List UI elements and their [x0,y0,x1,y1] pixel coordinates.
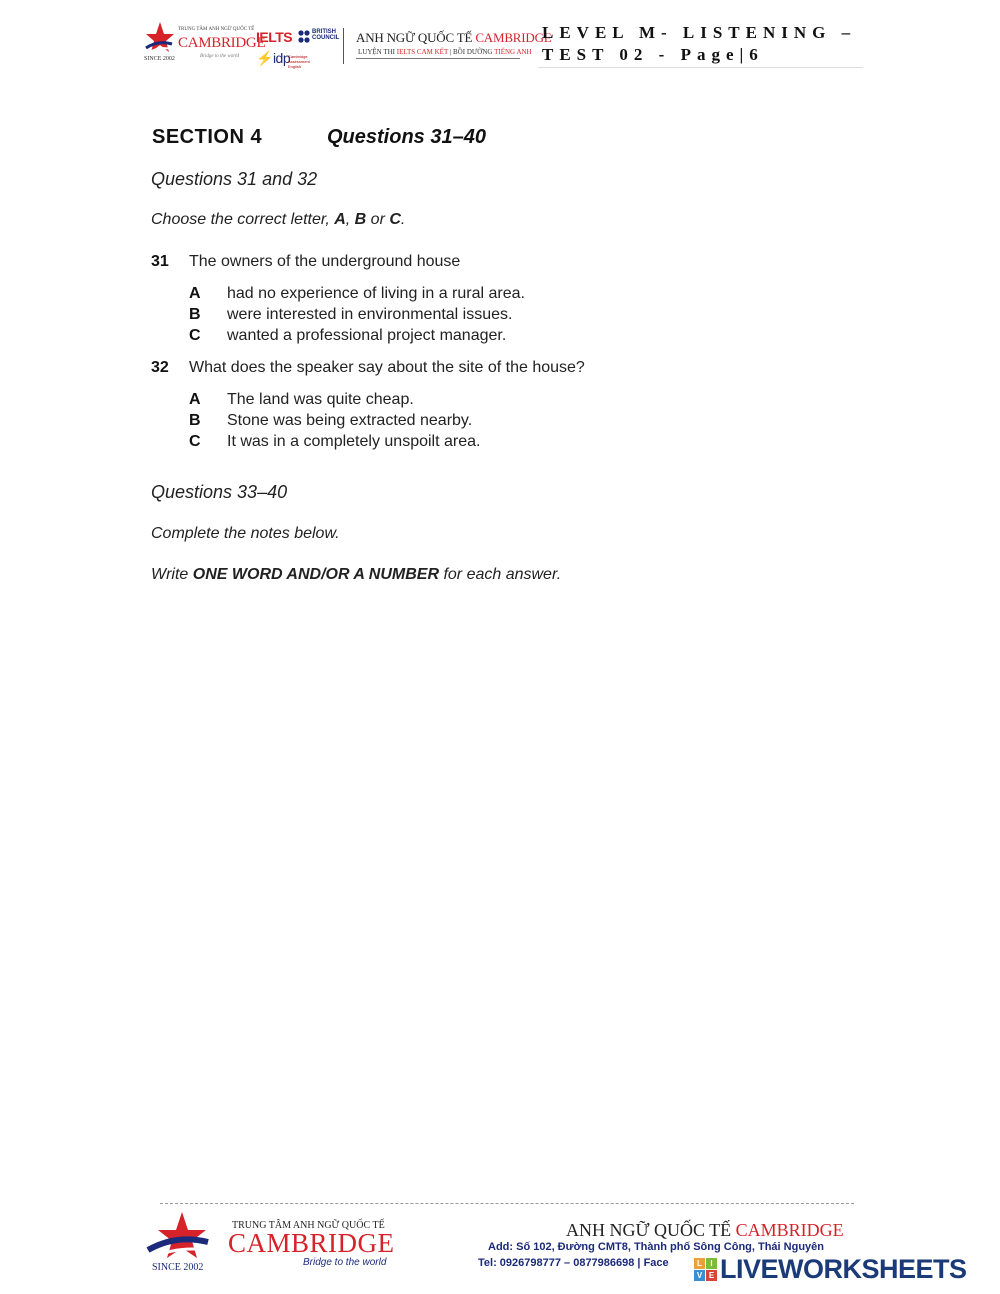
tagline: Bridge to the world [200,54,240,59]
option-text[interactable]: had no experience of living in a rural area. [227,285,525,302]
option-text[interactable]: It was in a completely unspoilt area. [227,433,481,450]
brand-sub-mid: | BỒI DƯỠNG [448,48,495,56]
instr-letter-b: B [354,211,367,228]
option-letter[interactable]: B [189,306,201,323]
instr-text: Write [151,566,193,583]
lw-letter: I [706,1258,717,1269]
option-letter[interactable]: A [189,391,201,408]
footer-dashed-rule [160,1203,854,1204]
center-label: TRUNG TÂM ANH NGỮ QUỐC TẾ [178,27,255,32]
footer-center-label: TRUNG TÂM ANH NGỮ QUỐC TẾ [232,1220,385,1231]
group2-heading: Questions 33–40 [151,482,288,502]
brand-sub-highlight-2: TIẾNG ANH [494,48,532,56]
brand-highlight: CAMBRIDGE [475,30,552,45]
footer-phone: Tel: 0926798777 – 0877986698 | Face [478,1257,669,1269]
idp-logo [256,50,290,67]
instr-or: or [366,211,390,228]
liveworksheets-watermark [694,1254,967,1284]
instr-text: Choose the correct letter, [151,211,335,228]
footer-cambridge-wordmark: CAMBRIDGE [228,1228,395,1258]
footer-brand-highlight: CAMBRIDGE [735,1220,844,1240]
instr-comma: , [345,211,355,228]
header-divider [343,28,344,64]
brand-sub-prefix: LUYỆN THI [358,48,397,56]
option-letter[interactable]: A [189,285,201,302]
lw-letter: V [694,1270,705,1281]
instr-letter-a: A [334,211,346,228]
group2-instruction-2 [151,566,561,584]
cambridge-assessment-logo: Cambridge Assessment English [288,54,310,69]
footer-tagline: Bridge to the world [303,1257,387,1268]
liveworksheets-logo-icon [694,1258,717,1281]
option-letter[interactable]: C [189,327,201,344]
idp-mark-icon: ⚡ [256,50,273,66]
question-number: 31 [151,253,169,270]
option-text[interactable]: The land was quite cheap. [227,391,414,408]
brand-sub-highlight-1: IELTS CAM KẾT [396,48,449,56]
group1-instruction [151,211,405,229]
idp-label: idp [272,50,291,66]
header-rule [538,67,863,68]
instr-text: for each answer. [439,566,562,583]
page-header [140,22,865,68]
lw-letter: E [706,1270,717,1281]
cambridge-star-logo-icon [146,1212,210,1268]
instr-letter-c: C [389,211,401,228]
question-number: 32 [151,359,169,376]
option-letter[interactable]: B [189,412,201,429]
footer-brand-prefix: ANH NGỮ QUỐC TẾ [566,1220,736,1240]
footer-since: SINCE 2002 [152,1262,204,1273]
section-label: SECTION 4 [152,126,263,148]
option-text[interactable]: were interested in environmental issues. [227,306,513,323]
british-council-label: BRITISH COUNCIL [312,29,340,41]
question-text: What does the speaker say about the site of the house? [189,359,585,376]
liveworksheets-text: LIVEWORKSHEETS [720,1253,967,1284]
option-letter[interactable]: C [189,433,201,450]
since-label: SINCE 2002 [144,56,175,62]
lw-letter: L [694,1258,705,1269]
level-title: LEVEL M- LISTENING – TEST 02 - Page|6 [542,23,857,64]
footer-brand [566,1220,844,1241]
brand-prefix: ANH NGỮ QUỐC TẾ [356,30,476,45]
brand-underline [356,58,520,59]
group2-instruction-1: Complete the notes below. [151,525,340,542]
section-questions-range: Questions 31–40 [327,126,486,148]
ielts-logo: IELTS [256,29,293,45]
option-text[interactable]: wanted a professional project manager. [227,327,507,344]
instr-period: . [400,211,406,228]
footer-address: Add: Số 102, Đường CMT8, Thành phố Sông Công, Thái Nguyên [488,1241,824,1253]
group1-heading: Questions 31 and 32 [151,169,318,189]
option-text[interactable]: Stone was being extracted nearby. [227,412,473,429]
instr-emphasis: ONE WORD AND/OR A NUMBER [192,566,439,583]
cambridge-wordmark: CAMBRIDGE [178,35,266,51]
brand-subtitle [358,48,532,56]
question-text: The owners of the underground house [189,253,461,270]
brand-title [356,30,552,46]
